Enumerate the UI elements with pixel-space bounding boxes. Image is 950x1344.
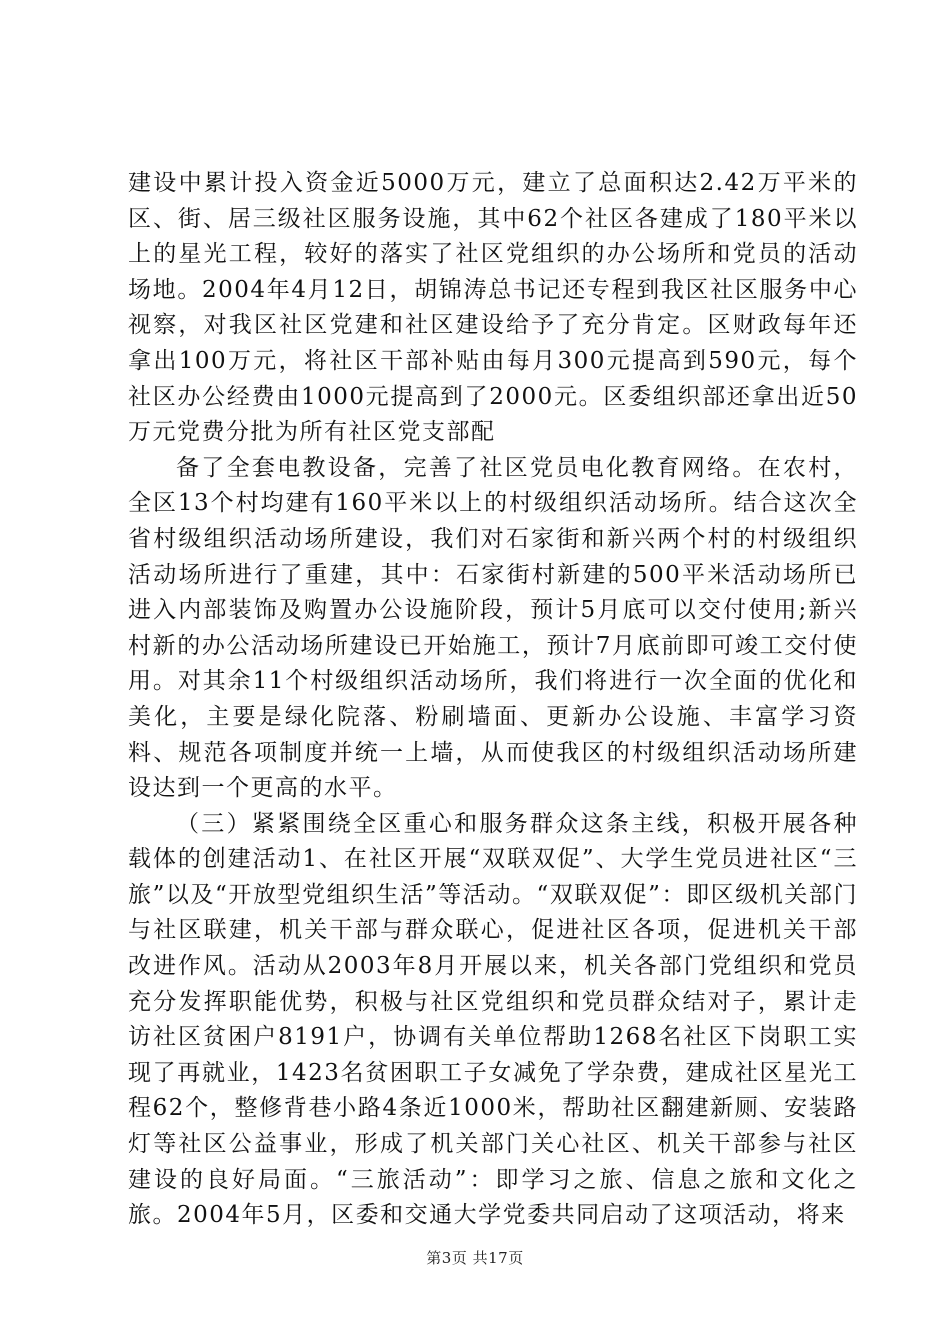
paragraph-2: 备了全套电教设备，完善了社区党员电化教育网络。在农村，全区13个村均建有160平米以上的村级组织活动场所。结合这次全省村级组织活动场所建设，我们对石家街和新兴两个村的村级组织活动场所进行了重建，其中：石家街村新建的500平米活动场所已进入内部装饰及购置办公设施阶段，预计5月底可以交付使用;新兴村新的办公活动场所建设已开始施工，预计7月底前即可竣工交付使用。对其余11个村级组织活动场所，我们将进行一次全面的优化和美化，主要是绿化院落、粉刷墙面、更新办公设施、丰富学习资料、规范各项制度并统一上墙，从而使我区的村级组织活动场所建设达到一个更高的水平。 [128,454,858,802]
paragraph-1: 建设中累计投入资金近5000万元，建立了总面积达2.42万平米的区、街、居三级社区服务设施，其中62个社区各建成了180平米以上的星光工程，较好的落实了社区党组织的办公场所和党员的活动场地。2004年4月12日，胡锦涛总书记还专程到我区社区服务中心视察，对我区社区党建和社区建设给予了充分肯定。区财政每年还拿出100万元，将社区干部补贴由每月300元提高到590元，每个社区办公经费由1000元提高到了2000元。区委组织部还拿出近50万元党费分批为所有社区党支部配 [128,170,858,446]
page-footer: 第3页 共17页 [426,1249,524,1267]
paragraph-3: （三）紧紧围绕全区重心和服务群众这条主线，积极开展各种载体的创建活动1、在社区开展“双联双促”、大学生党员进社区“三旅”以及“开放型党组织生活”等活动。“双联双促”：即区级机关部门与社区联建，机关干部与群众联心，促进社区各项，促进机关干部改进作风。活动从2003年8月开展以来，机关各部门党组织和党员充分发挥职能优势，积极与社区党组织和党员群众结对子，累计走访社区贫困户8191户，协调有关单位帮助1268名社区下岗职工实现了再就业，1423名贫困职工子女减免了学杂费，建成社区星光工程62个，整修背巷小路4条近1000米，帮助社区翻建新厕、安装路灯等社区公益事业，形成了机关部门关心社区、机关干部参与社区建设的良好局面。“三旅活动”：即学习之旅、信息之旅和文化之旅。2004年5月，区委和交通大学党委共同启动了这项活动，将来 [128,810,858,1229]
document-body [128,166,858,1234]
